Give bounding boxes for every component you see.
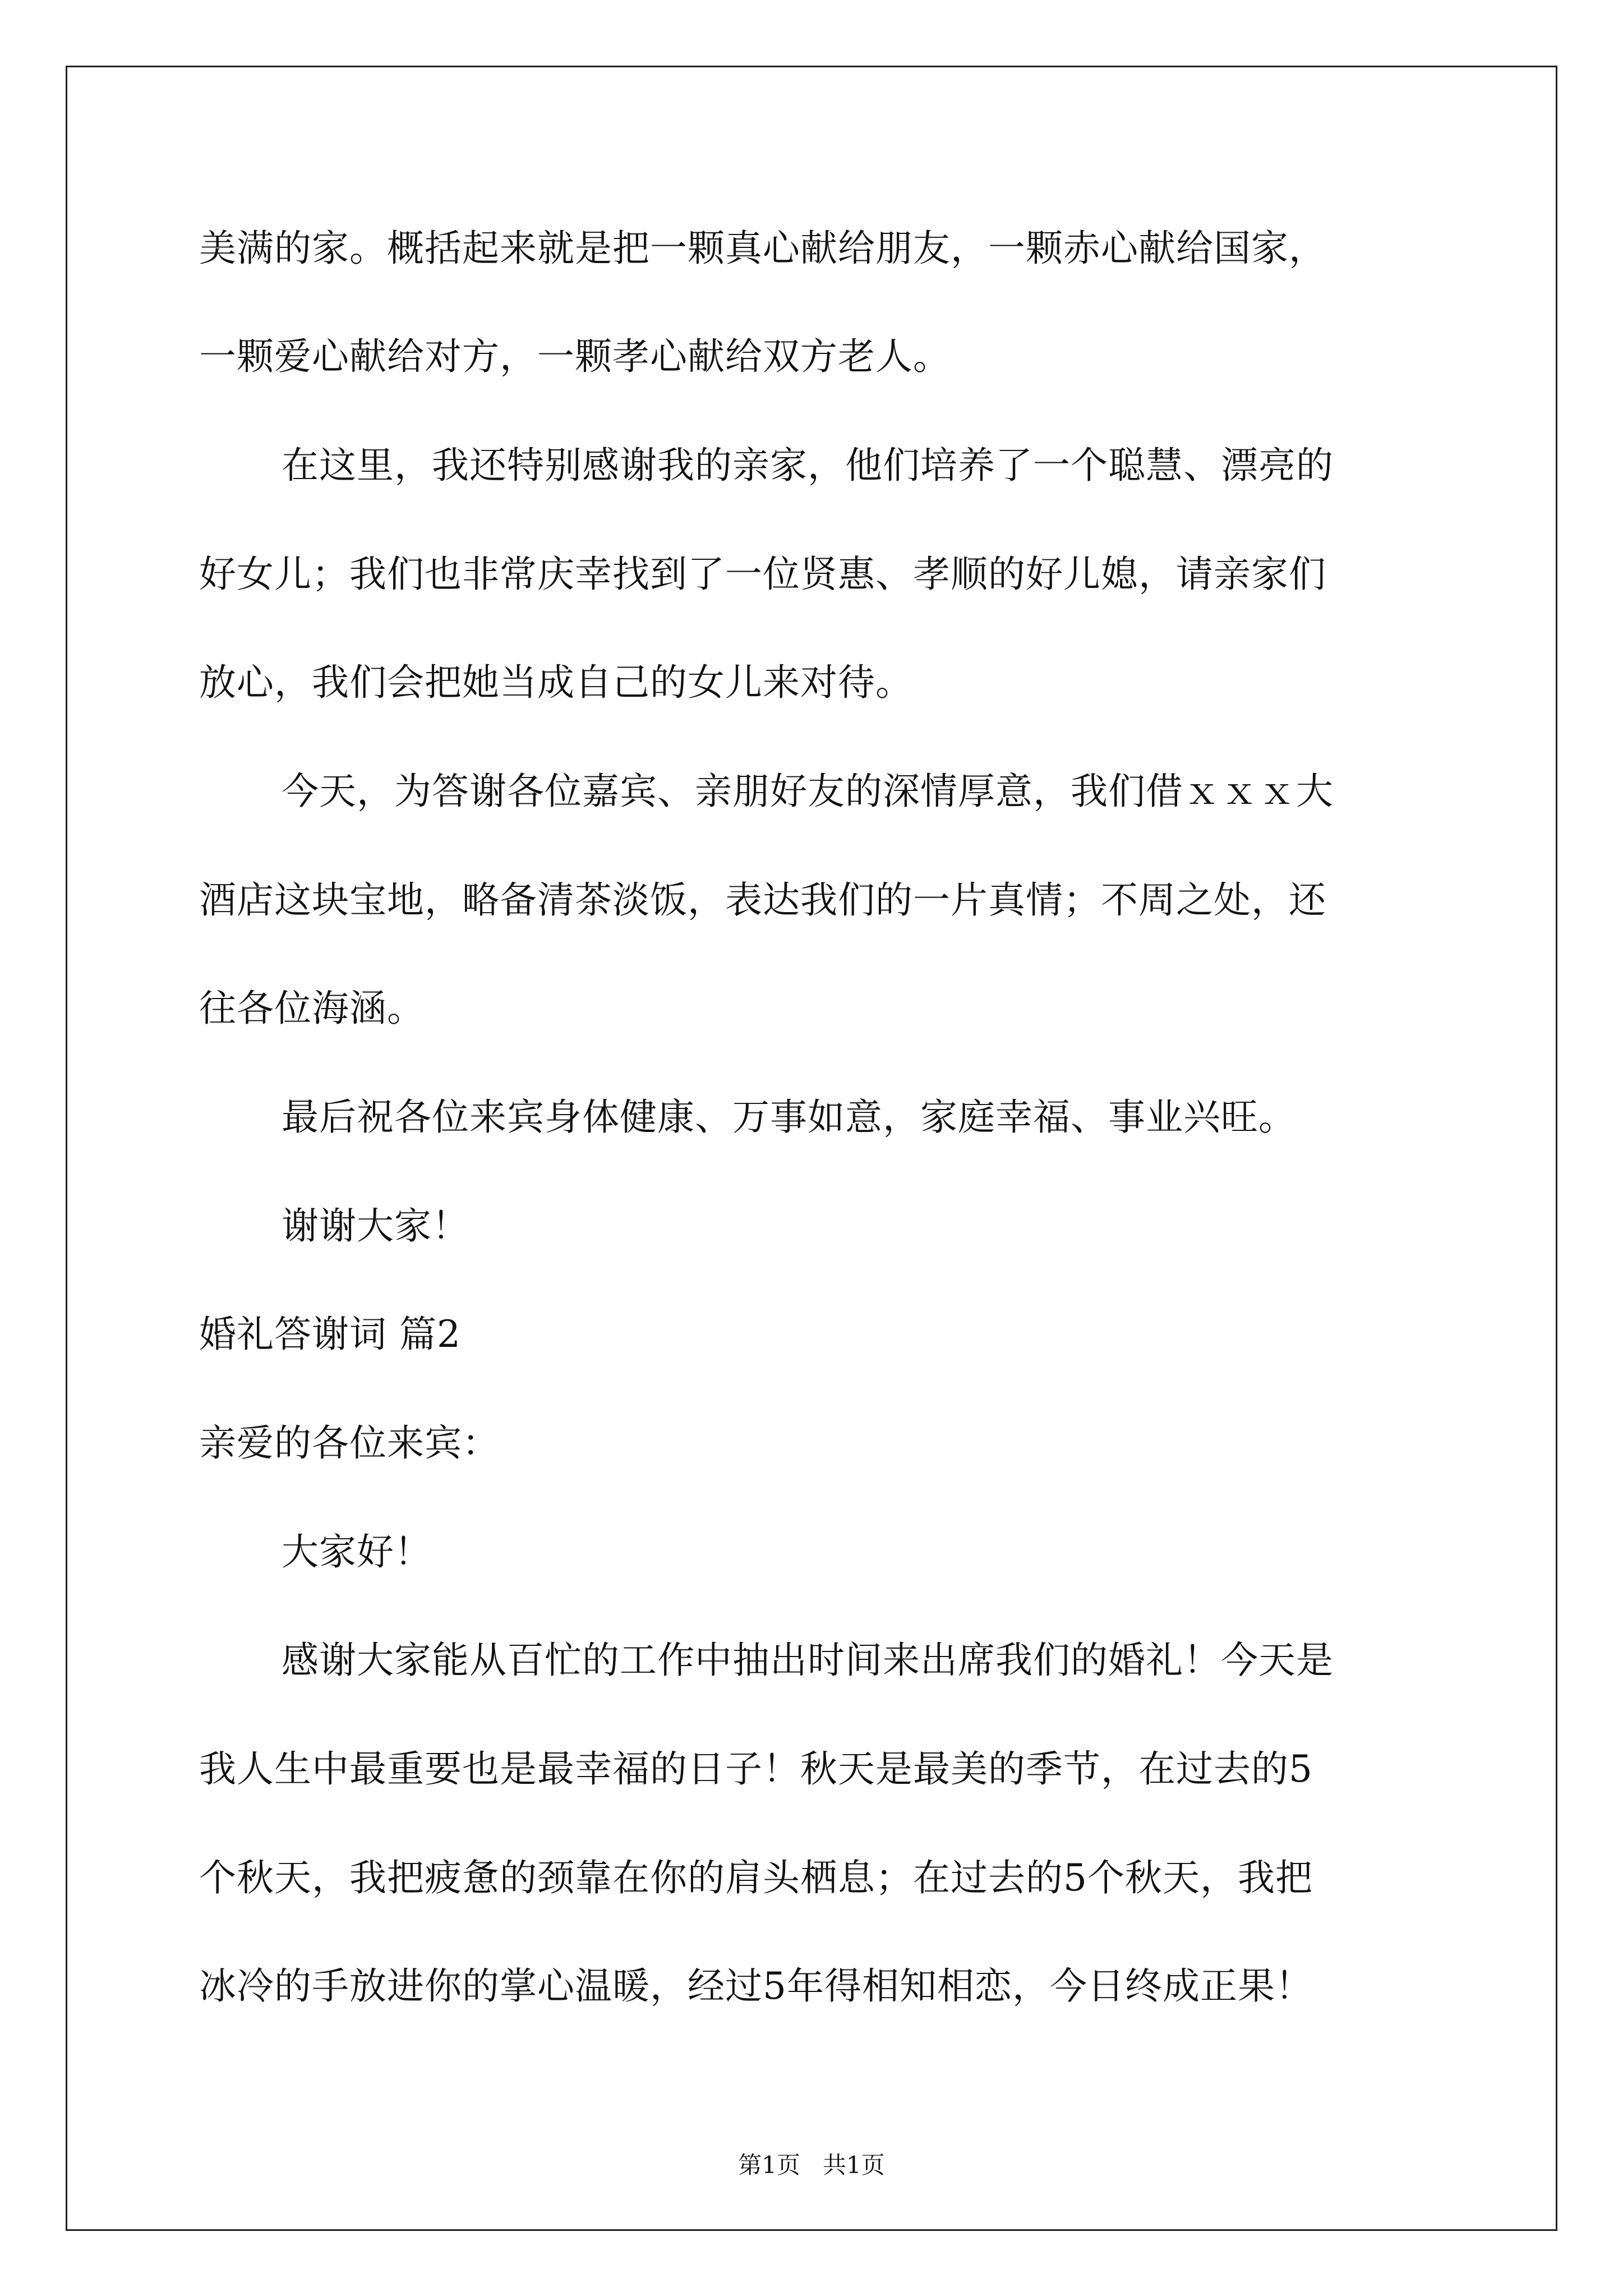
body-text-line: 好女儿；我们也非常庆幸找到了一位贤惠、孝顺的好儿媳，请亲家们 xyxy=(199,553,1326,596)
body-text-line: 美满的家。概括起来就是把一颗真心献给朋友，一颗赤心献给国家， xyxy=(199,227,1326,270)
page-border xyxy=(66,66,1557,2231)
greeting-line: 大家好！ xyxy=(282,1530,432,1573)
closing-text-line: 谢谢大家！ xyxy=(282,1204,469,1248)
body-text-line: 我人生中最重要也是最幸福的日子！秋天是最美的季节，在过去的5 xyxy=(199,1747,1313,1791)
paragraph-text-line: 感谢大家能从百忙的工作中抽出时间来出席我们的婚礼！今天是 xyxy=(282,1639,1334,1682)
page-footer: 第1页 共1页 xyxy=(738,2151,885,2179)
body-text-line: 放心，我们会把她当成自己的女儿来对待。 xyxy=(199,661,913,704)
body-text-line: 一颗爱心献给对方，一颗孝心献给双方老人。 xyxy=(199,335,951,378)
salutation-line: 亲爱的各位来宾： xyxy=(199,1421,500,1465)
body-text-line: 往各位海涵。 xyxy=(199,987,425,1030)
paragraph-text-line: 今天，为答谢各位嘉宾、亲朋好友的深情厚意，我们借ｘｘｘ大 xyxy=(282,770,1334,813)
paragraph-text-line: 最后祝各位来宾身体健康、万事如意，家庭幸福、事业兴旺。 xyxy=(282,1096,1296,1139)
section-heading: 婚礼答谢词 篇2 xyxy=(199,1313,461,1356)
paragraph-text-line: 在这里，我还特别感谢我的亲家，他们培养了一个聪慧、漂亮的 xyxy=(282,444,1334,487)
body-text-line: 个秋天，我把疲惫的颈靠在你的肩头栖息；在过去的5个秋天，我把 xyxy=(199,1856,1313,1899)
body-text-line: 酒店这块宝地，略备清茶淡饭，表达我们的一片真情；不周之处，还 xyxy=(199,878,1326,922)
body-text-line: 冰冷的手放进你的掌心温暖，经过5年得相知相恋，今日终成正果！ xyxy=(199,1964,1313,2008)
